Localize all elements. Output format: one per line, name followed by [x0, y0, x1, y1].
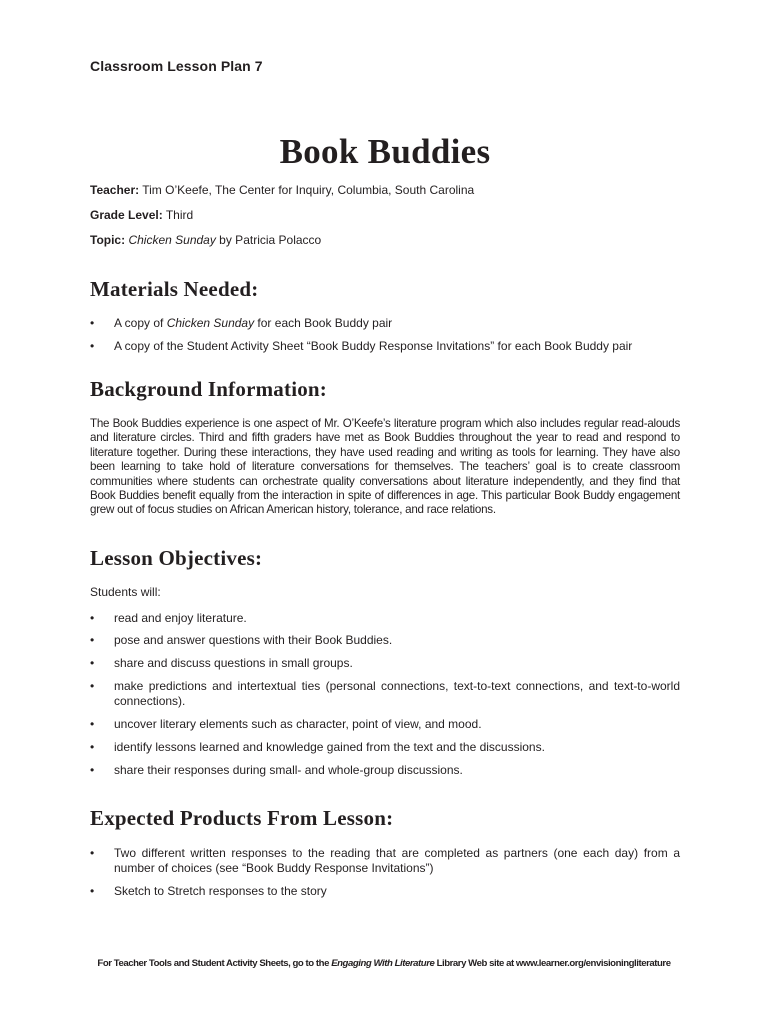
list-item: • Sketch to Stretch responses to the story [90, 884, 327, 898]
bullet-icon: • [90, 316, 95, 330]
list-item: • Two different written responses to the reading that are completed as partners (one each day) from a number of choices (see “Book Buddy Response Invitations”) [90, 846, 680, 875]
topic-label: Topic: [90, 233, 126, 247]
bullet-icon: • [90, 846, 95, 860]
list-item: • pose and answer questions with their Book Buddies. [90, 633, 393, 647]
materials-list [90, 316, 680, 354]
footer-note: For Teacher Tools and Student Activity Sheets, go to the Engaging With Literature Library Web site at www.learner.org/envisioningliterature [97, 958, 671, 969]
background-paragraph: The Book Buddies experience is one aspect of Mr. O’Keefe’s literature program which also includes regular read-alouds and literature circles. Third and fifth graders have met as Book Buddies throughout the year to read and respond to literature together. During these interactions, they have used reading and writing as tools for learning. They have also been learning to take hold of literature conversations for themselves. The teachers’ goal is to create classroom communities where students can orchestrate quality conversations about literature independently, and they find that Book Buddies benefit equally from the interaction in spite of differences in age. This particular Book Buddy engagement grew out of focus studies on African American history, tolerance, and race relations. [90, 417, 680, 517]
list-item: • share their responses during small- and whole-group discussions. [90, 763, 463, 777]
teacher-value: Tim O’Keefe, The Center for Inquiry, Columbia, South Carolina [139, 183, 475, 197]
list-item: • A copy of the Student Activity Sheet “Book Buddy Response Invitations” for each Book Buddy pair [90, 339, 633, 353]
grade-line [90, 208, 193, 222]
list-item: • A copy of Chicken Sunday for each Book Buddy pair [90, 316, 393, 330]
topic-line [90, 233, 321, 247]
objectives-intro: Students will: [90, 585, 161, 599]
products-heading: Expected Products From Lesson: [90, 806, 394, 830]
topic-book: Chicken Sunday [128, 233, 216, 247]
teacher-label: Teacher: [90, 183, 140, 197]
bullet-icon: • [90, 339, 95, 353]
grade-label: Grade Level: [90, 208, 163, 222]
list-item: • share and discuss questions in small groups. [90, 656, 353, 670]
list-item: • make predictions and intertextual ties (personal connections, text-to-text connections, and text-to-world connections). [90, 679, 680, 708]
list-item: • identify lessons learned and knowledge gained from the text and the discussions. [90, 740, 545, 754]
library-name: Engaging With Literature [331, 958, 435, 969]
background-heading: Background Information: [90, 377, 327, 401]
bullet-icon: • [90, 611, 95, 625]
teacher-line [90, 183, 474, 197]
products-list [90, 846, 680, 899]
materials-heading: Materials Needed: [90, 277, 259, 301]
list-item: • read and enjoy literature. [90, 611, 247, 625]
page-title: Book Buddies [279, 132, 491, 171]
grade-value: Third [162, 208, 194, 222]
bullet-icon: • [90, 884, 95, 898]
bullet-icon: • [90, 679, 95, 693]
lesson-plan-kicker: Classroom Lesson Plan 7 [90, 58, 263, 74]
bullet-icon: • [90, 717, 95, 731]
bullet-icon: • [90, 763, 95, 777]
topic-rest: by Patricia Polacco [215, 233, 322, 247]
bullet-icon: • [90, 633, 95, 647]
bullet-icon: • [90, 656, 95, 670]
list-item: • uncover literary elements such as character, point of view, and mood. [90, 717, 482, 731]
objectives-list [90, 611, 680, 778]
objectives-heading: Lesson Objectives: [90, 546, 263, 570]
bullet-icon: • [90, 740, 95, 754]
